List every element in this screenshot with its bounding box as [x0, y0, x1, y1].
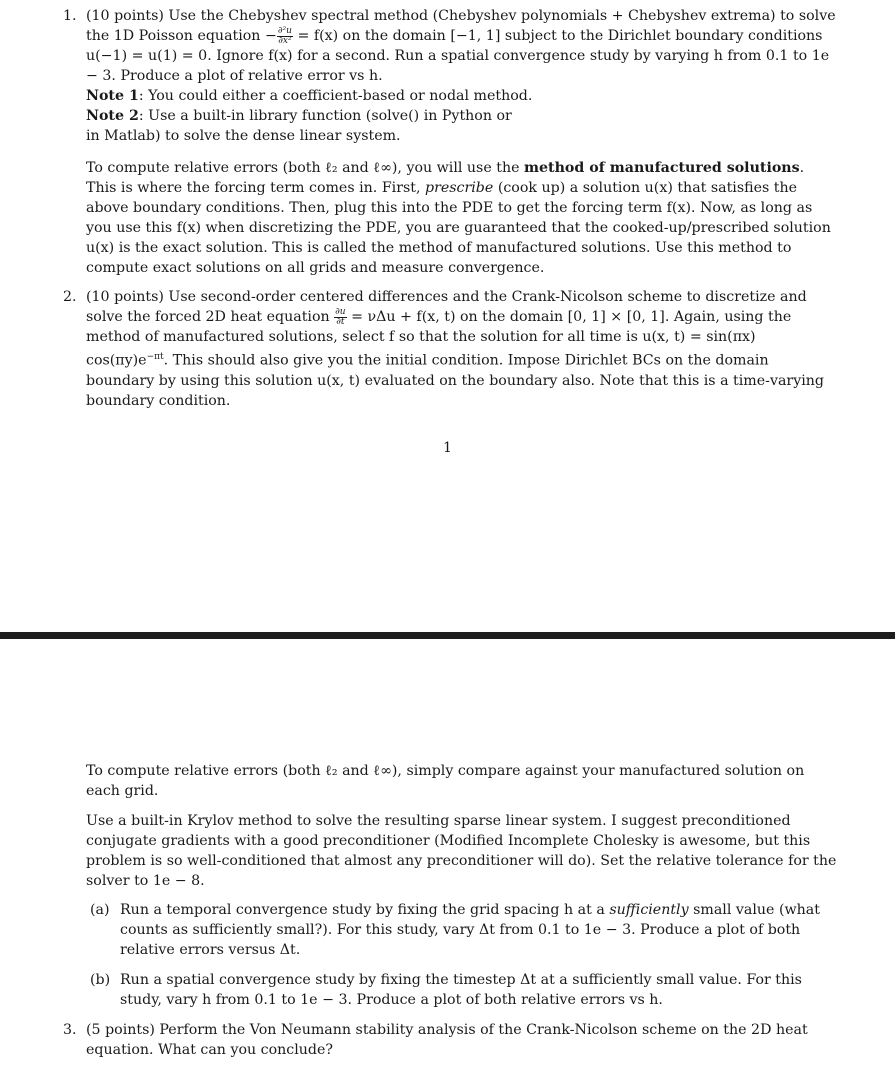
part-a-text [120, 900, 838, 960]
part-b-text: Run a spatial convergence study by fixing the timestep Δt at a sufficiently small value. For this study, vary h from 0.1 to 1e − 3. Produce a plot of both relative errors vs h. [120, 972, 802, 1008]
relative-errors-paragraph: To compute relative errors (both ℓ₂ and ℓ∞), simply compare against your manufactured solution on each grid. [86, 763, 805, 799]
part-a-text-1: Run a temporal convergence study by fixing the grid spacing h at a [120, 902, 605, 918]
part-a-label: (a) [90, 902, 110, 918]
page-divider [0, 632, 895, 639]
fraction-denominator: ∂t [336, 316, 345, 327]
mms-bold: method of manufactured solutions [524, 160, 800, 176]
problem-1-statement [86, 6, 839, 86]
note-2 [86, 106, 839, 126]
mms-text-c: (cook up) a solution u(x) that satisfies the above boundary conditions. Then, plug this into the PDE to get the forcing term f(x). Now, as long as you use this f(x) when discretizing the PDE, you are guaranteed that the cooked-up/prescribed solution u(x) is the exact solution. This is called the method of manufactured solutions. Use this method to compute exact solutions on all grids and measure convergence. [86, 180, 831, 276]
krylov-paragraph: Use a built-in Krylov method to solve the resulting sparse linear system. I suggest preconditioned conjugate gradients with a good preconditioner (Modified Incomplete Cholesky is awesome, but this problem is so well-conditioned that almost any preconditioner will do). Set the relative tolerance for the solver to 1e − 8. [86, 813, 837, 889]
note-2-label: Note 2 [86, 108, 139, 124]
problem-1-text-b: = f(x) on the domain [−1, 1] subject to the Dirichlet boundary conditions u(−1) = u(1) = 0. Ignore f(x) for a second. Run a spatial convergence study by varying h from 0.1 to 1e − 3. Produce a plot of relative error vs h. [86, 28, 830, 84]
problem-3 [63, 1020, 839, 1060]
fraction-numerator: ∂u [335, 306, 346, 317]
problem-2 [63, 287, 839, 411]
part-a-italic: sufficiently [609, 902, 689, 918]
part-a-text-2: small value (what counts as sufficiently small?). For this study, vary Δt from 0.1 to 1e − 3. Produce a plot of both relative errors versus Δt. [120, 902, 820, 958]
problem-2-text-b: = νΔu + f(x, t) on the domain [0, 1] × [0, 1]. Again, using the method of manufactured solutions, select f so that the solution for all time is u(x, t) = sin(πx) cos(πy)e [86, 309, 792, 369]
note-1-text: : You could either a coefficient-based or nodal method. [138, 88, 533, 104]
problem-2-statement [86, 287, 839, 411]
problem-1-number: 1. [63, 8, 77, 24]
problem-3-number: 3. [63, 1022, 77, 1038]
fraction-numerator: ∂²u [277, 25, 292, 36]
mms-italic: prescribe [425, 180, 494, 196]
mms-text-b: . This is where the forcing term comes in. First, [86, 160, 805, 196]
part-b [90, 970, 838, 1010]
part-a [90, 900, 838, 960]
problem-2-number: 2. [63, 289, 77, 305]
fraction-denominator: ∂x² [278, 35, 292, 46]
problem-1 [63, 6, 839, 146]
part-b-label: (b) [90, 972, 111, 988]
problem-3-statement: (5 points) Perform the Von Neumann stability analysis of the Crank-Nicolson scheme on the 2D heat equation. What can you conclude? [86, 1022, 808, 1058]
exponent: −πt [146, 352, 164, 362]
manufactured-solutions-paragraph [86, 158, 838, 278]
note-1 [86, 86, 839, 106]
page-2 [0, 639, 895, 1090]
problem-2-text-c: . This should also give you the initial condition. Impose Dirichlet BCs on the domain boundary by using this solution u(x, t) evaluated on the boundary also. Note that this is a time-varying boundary condition. [86, 352, 824, 409]
time-derivative-fraction [334, 308, 346, 327]
page-number: 1 [442, 440, 453, 456]
mms-text-a: To compute relative errors (both ℓ₂ and ℓ∞), you will use the [86, 160, 520, 176]
note-2-text: : Use a built-in library function (solve() in Python or [138, 108, 512, 124]
problem-1-text-a: (10 points) Use the Chebyshev spectral method (Chebyshev polynomials + Chebyshev extrema) to solve the 1D Poisson equation − [86, 8, 836, 44]
note-1-label: Note 1 [86, 88, 139, 104]
problem-2-text-a: (10 points) Use second-order centered differences and the Crank-Nicolson scheme to discretize and solve the forced 2D heat equation [86, 289, 807, 325]
second-derivative-fraction [277, 27, 293, 46]
note-2-continued: in Matlab) to solve the dense linear system. [86, 128, 401, 144]
